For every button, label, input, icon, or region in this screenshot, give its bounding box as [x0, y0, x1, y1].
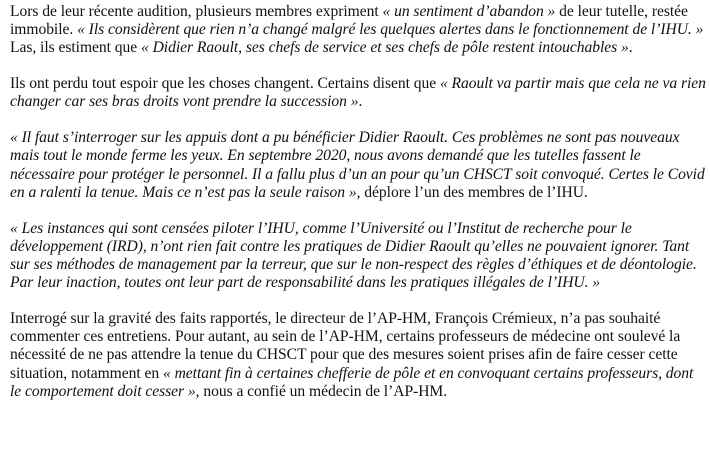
text-run: Ils ont perdu tout espoir que les choses changent. Certains disent que	[10, 75, 440, 93]
text-run: .	[628, 39, 633, 57]
text-run: Lors de leur récente audition, plusieurs membres expriment	[10, 3, 383, 20]
article-body	[10, 3, 706, 401]
text-run: .	[358, 93, 363, 111]
paragraph-4	[10, 220, 706, 293]
quote-run: « Raoult va partir mais que cela ne va rien changer car ses bras droits vont prendre la succession »	[10, 75, 706, 111]
quote-run: « mettant fin à certaines chefferie de pôle et en convoquant certains professeurs, dont le comportement doit cesser »	[10, 364, 694, 400]
paragraph-1	[10, 3, 706, 58]
paragraph-2	[10, 75, 706, 111]
text-run: Interrogé sur la gravité des faits rapportés, le directeur de l’AP-HM, François Crémieux, n’a pas souhaité commenter ces entretiens. Pour autant, au sein de l’AP-HM, certains professeurs de médecine ont soulevé la nécessité de ne pas attendre la tenue du CHSCT pour que des mesures soient prises afin de faire cesser cette situation, notamment en	[10, 310, 681, 382]
quote-run: « Didier Raoult, ses chefs de service et ses chefs de pôle restent intouchables »	[141, 39, 629, 57]
text-run: , déplore l’un des membres de l’IHU.	[356, 183, 588, 201]
paragraph-5	[10, 310, 706, 401]
text-run: Las, ils estiment que	[10, 39, 141, 57]
paragraph-3	[10, 129, 706, 202]
quote-run: « Ils considèrent que rien n’a changé malgré les quelques alertes dans le fonctionnement de l’IHU. »	[77, 21, 704, 39]
quote-run: « Il faut s’interroger sur les appuis dont a pu bénéficier Didier Raoult. Ces problèmes ne sont pas nouveaux mais tout le monde ferme les yeux. En septembre 2020, nous avons demandé que les tutelles fassent le nécessaire pour protéger le personnel. Il a fallu plus d’un an pour qu’un CHSCT soit convoqué. Certes le Covid en a ralenti la tenue. Mais ce n’est pas la seule raison »	[10, 129, 705, 201]
text-run: de leur tutelle, restée immobile.	[10, 3, 688, 39]
quote-run: « Les instances qui sont censées piloter l’IHU, comme l’Université ou l’Institut de recherche pour le développement (IRD), n’ont rien fait contre les pratiques de Didier Raoult qu’elles ne pouvaient ignorer. Tant sur ses méthodes de management par la terreur, que sur le non-respect des règles d’éthiques et de déontologie. Par leur inaction, toutes ont leur part de responsabilité dans les pratiques illégales de l’IHU. »	[10, 219, 697, 292]
quote-run: « un sentiment d’abandon »	[382, 3, 556, 20]
text-run: , nous a confié un médecin de l’AP-HM.	[195, 382, 448, 400]
